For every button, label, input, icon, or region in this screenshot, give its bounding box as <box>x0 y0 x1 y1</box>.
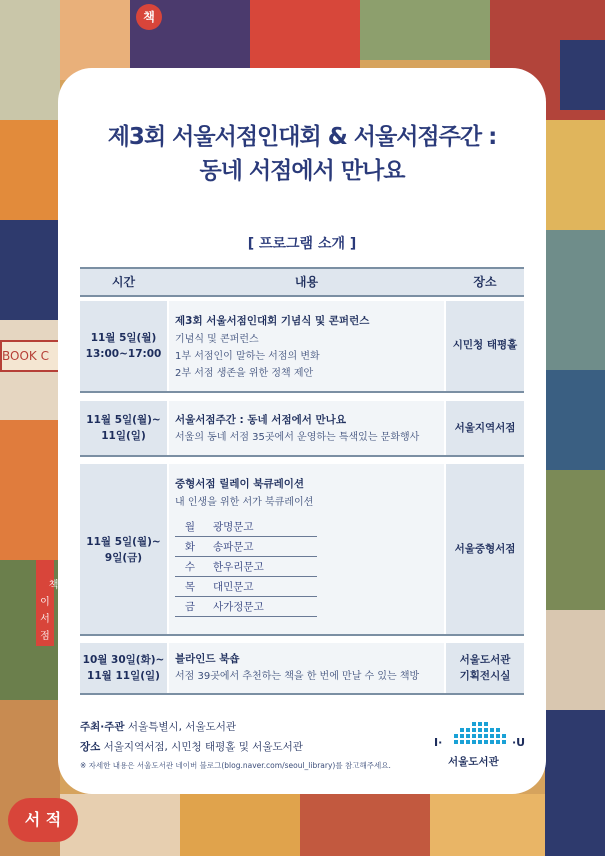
row-place: 서울도서관 기획전시실 <box>459 654 511 682</box>
section-title: [ 프로그램 소개 ] <box>247 236 357 252</box>
row-line: 서점 39곳에서 추천하는 책을 한 번에 만날 수 있는 책방 <box>175 671 420 682</box>
poster-card <box>58 68 546 794</box>
host-value: 서울특별시, 서울도서관 <box>127 721 237 733</box>
venue-value: 서울지역서점, 시민청 태평홀 및 서울도서관 <box>103 741 303 753</box>
row-heading: 블라인드 북숍 <box>175 653 240 665</box>
schedule-store: 대민문고 <box>205 577 317 597</box>
schedule-store: 송파문고 <box>205 537 317 557</box>
row-line: 2부 서점 생존을 위한 정책 제안 <box>175 368 314 379</box>
footer-note: ※ 자세한 내용은 서울도서관 네이버 블로그(blog.naver.com/seoul_library)를 참고해주세요. <box>80 761 391 770</box>
schedule-row <box>175 537 317 557</box>
sign-vertical: 책 이 서 점 <box>36 560 54 646</box>
host-info <box>80 719 236 734</box>
table-header <box>80 267 524 297</box>
schedule-row <box>175 597 317 617</box>
logo-right-mark: ·U <box>512 736 526 749</box>
poster-title-line1: 제3회 서울서점인대회 & 서울서점주간 : <box>107 124 497 150</box>
sign-top: 책 <box>136 4 162 30</box>
schedule-day: 목 <box>175 577 205 597</box>
row-place: 시민청 태평홀 <box>452 339 518 351</box>
header-place: 장소 <box>473 275 497 289</box>
row-time: 10월 30일(화)~ 11월 11일(일) <box>82 654 165 682</box>
venue-label: 장소 <box>80 741 101 753</box>
host-label: 주최·주관 <box>80 721 125 733</box>
schedule-day: 월 <box>175 517 205 537</box>
row-line: 1부 서점인이 말하는 서점의 변화 <box>175 351 320 362</box>
seoul-library-logo <box>434 718 530 774</box>
schedule-day: 화 <box>175 537 205 557</box>
venue-info <box>80 739 303 754</box>
header-time: 시간 <box>111 275 136 289</box>
library-building-icon <box>454 722 508 750</box>
row-place: 서울중형서점 <box>454 543 516 555</box>
row-line: 서울의 동네 서점 35곳에서 운영하는 특색있는 문화행사 <box>175 432 420 443</box>
schedule-row <box>175 577 317 597</box>
poster-title-line2: 동네 서점에서 만나요 <box>199 158 405 184</box>
curation-schedule <box>175 517 317 617</box>
schedule-row <box>175 517 317 537</box>
table-row <box>80 464 524 636</box>
schedule-store: 사가정문고 <box>205 597 317 617</box>
row-time: 11월 5일(월)~ 11일(일) <box>86 414 161 442</box>
row-heading: 중형서점 릴레이 북큐레이션 <box>175 478 305 490</box>
schedule-store: 한우리문고 <box>205 557 317 577</box>
logo-text: 서울도서관 <box>448 756 499 768</box>
row-time: 11월 5일(월) 13:00~17:00 <box>85 332 162 360</box>
logo-left-mark: I· <box>434 736 443 749</box>
row-time: 11월 5일(월)~ 9일(금) <box>86 536 161 564</box>
sign-book-cafe: BOOK C <box>0 340 64 372</box>
row-heading: 서울서점주간 : 동네 서점에서 만나요 <box>175 414 346 426</box>
table-row <box>80 301 524 393</box>
header-content: 내용 <box>294 275 319 289</box>
row-line: 내 인생을 위한 서가 북큐레이션 <box>175 497 314 508</box>
schedule-day: 수 <box>175 557 205 577</box>
row-place: 서울지역서점 <box>454 422 516 434</box>
table-row <box>80 401 524 457</box>
row-line: 기념식 및 콘퍼런스 <box>175 334 259 345</box>
row-heading: 제3회 서울서점인대회 기념식 및 콘퍼런스 <box>175 315 370 327</box>
table-row <box>80 643 524 695</box>
sign-bottom: 서 적 <box>8 798 78 842</box>
schedule-day: 금 <box>175 597 205 617</box>
schedule-row <box>175 557 317 577</box>
schedule-store: 광명문고 <box>205 517 317 537</box>
